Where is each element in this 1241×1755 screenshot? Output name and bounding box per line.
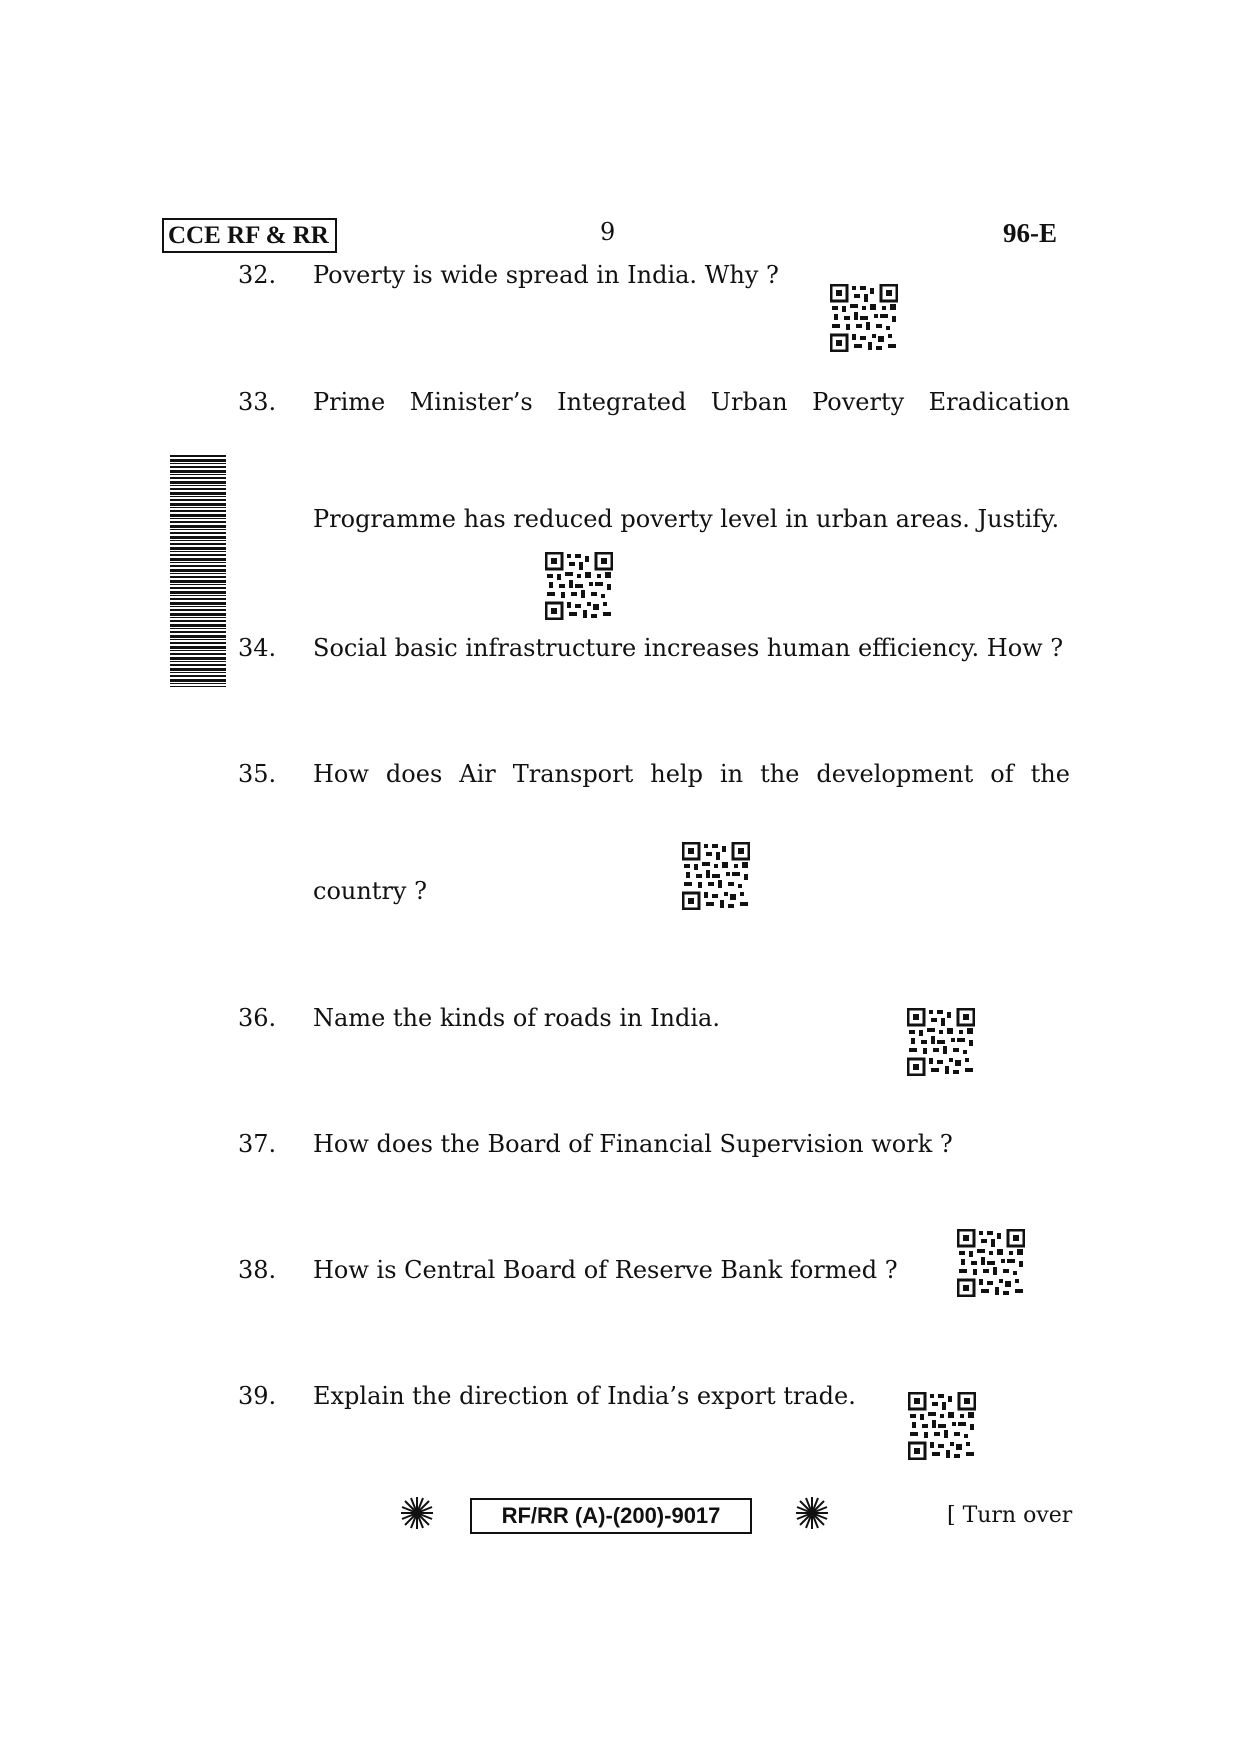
qr-code-icon [957, 1229, 1025, 1297]
word: Integrated [557, 388, 687, 416]
word: Air [459, 760, 496, 788]
qr-code-icon [908, 1392, 976, 1460]
word: the [760, 760, 800, 788]
word: Minister’s [409, 388, 533, 416]
qr-code-icon [907, 1008, 975, 1076]
question-text: Explain the direction of India’s export trade. [313, 1382, 856, 1410]
word: Eradication [928, 388, 1070, 416]
barcode-icon [170, 455, 226, 687]
question-text-line1 [313, 388, 1070, 416]
word: does [385, 760, 443, 788]
word: in [719, 760, 744, 788]
question-number: 34. [238, 634, 277, 662]
paper-code: 96-E [1003, 218, 1057, 248]
page-number: 9 [600, 218, 616, 246]
word: help [650, 760, 703, 788]
question-number: 35. [238, 760, 277, 788]
question-text-line2: Programme has reduced poverty level in urban areas. Justify. [313, 505, 1060, 533]
word: the [1030, 760, 1070, 788]
question-text: Social basic infrastructure increases human efficiency. How ? [313, 634, 1064, 662]
question-number: 36. [238, 1004, 277, 1032]
question-number: 37. [238, 1130, 277, 1158]
question-text-line1 [313, 760, 1070, 788]
question-number: 38. [238, 1256, 277, 1284]
question-text: How is Central Board of Reserve Bank formed ? [313, 1256, 898, 1284]
word: development [816, 760, 974, 788]
word: Poverty [812, 388, 905, 416]
question-number: 33. [238, 388, 277, 416]
word: of [990, 760, 1014, 788]
word: Prime [313, 388, 386, 416]
word: Urban [710, 388, 788, 416]
footer-code: RF/RR (A)-(200)-9017 [470, 1498, 752, 1534]
question-number: 39. [238, 1382, 277, 1410]
star-ornament-icon [795, 1496, 829, 1530]
qr-code-icon [682, 842, 750, 910]
turn-over-note: [ Turn over [947, 1503, 1073, 1528]
qr-code-icon [830, 284, 898, 352]
question-text-line2: country ? [313, 877, 427, 905]
qr-code-icon [545, 552, 613, 620]
question-text: Name the kinds of roads in India. [313, 1004, 720, 1032]
word: Transport [512, 760, 634, 788]
series-label: CCE RF & RR [162, 218, 337, 253]
question-number: 32. [238, 261, 277, 289]
question-text: Poverty is wide spread in India. Why ? [313, 261, 779, 289]
question-text: How does the Board of Financial Supervision work ? [313, 1130, 953, 1158]
word: How [313, 760, 369, 788]
star-ornament-icon [400, 1496, 434, 1530]
